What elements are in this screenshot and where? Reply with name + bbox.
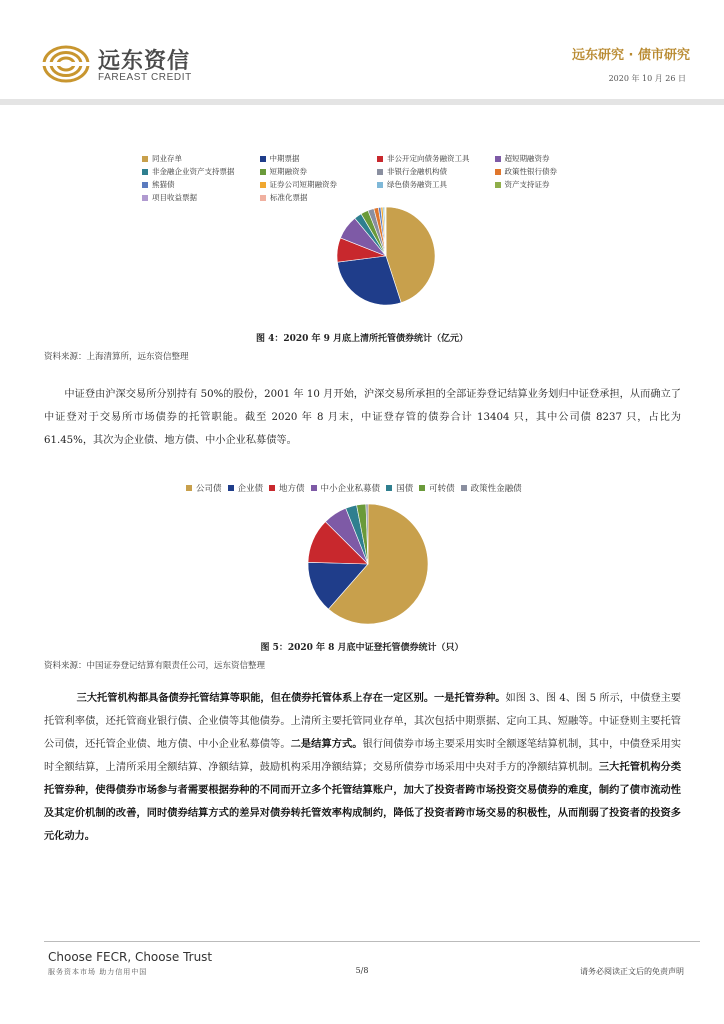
- legend-swatch: [142, 169, 148, 175]
- legend-item: [142, 153, 260, 164]
- legend-item: [495, 166, 613, 177]
- figure5-source: 资料来源：中国证券登记结算有限责任公司，远东资信整理: [44, 661, 266, 671]
- report-section: 远东研究 · 债市研究: [572, 48, 690, 63]
- legend-swatch: [228, 485, 234, 491]
- body-text: 银行间债券市场主要采用实时全额逐笔结算机制，其中，中债登采用实时全额结算，上清所采用全额结算、净额结算，鼓励机构采用净额结算；交易所债券市场采用中央对手方的净额结算机制。: [44, 739, 682, 773]
- legend-label: 公司债: [196, 484, 222, 494]
- legend-label: 非银行金融机构债: [387, 167, 447, 176]
- legend-swatch: [260, 195, 266, 201]
- footer-disclaimer: 请务必阅读正文后的免责声明: [580, 967, 684, 976]
- legend-item: [377, 179, 495, 190]
- legend-item: [269, 482, 305, 494]
- legend-label: 企业债: [237, 484, 264, 494]
- legend-label: 非公开定向债务融资工具: [387, 154, 470, 163]
- legend-swatch: [495, 182, 501, 188]
- body-paragraph-2: [44, 687, 681, 848]
- legend-item: [260, 192, 378, 203]
- legend-label: 标准化票据: [270, 193, 308, 202]
- legend-item: [186, 482, 222, 494]
- legend-swatch: [260, 169, 266, 175]
- legend-label: 中小企业私募债: [320, 484, 381, 494]
- legend-item: [142, 166, 260, 177]
- legend-label: 同业存单: [152, 154, 182, 163]
- body-text: 如图 3、图 4、图 5 所示，中债登主要托管利率债，还托管商业银行债、企业债等其他债券。上清所主要托管同业存单，其次包括中期票据、定向工具、短融等。中证登则主要托管公司债，还托管企业债、地方债、中小企业私募债等。: [44, 693, 681, 750]
- footer-divider: [44, 941, 700, 942]
- figure4-pie-chart: [336, 206, 436, 306]
- legend-swatch: [461, 485, 467, 491]
- legend-label: 项目收益票据: [152, 193, 197, 202]
- report-date: 2020 年 10 月 26 日: [608, 74, 686, 83]
- legend-label: 地方债: [279, 484, 305, 494]
- brand-logo: [42, 44, 90, 84]
- figure4-legend: [142, 152, 612, 204]
- brand-name-en: FAREAST CREDIT: [98, 72, 192, 83]
- legend-item: [377, 153, 495, 164]
- figure5-legend: [186, 482, 528, 494]
- legend-item: [142, 192, 260, 203]
- legend-swatch: [377, 169, 383, 175]
- legend-item: [260, 166, 378, 177]
- legend-item: [142, 179, 260, 190]
- legend-label: 短期融资券: [269, 167, 307, 176]
- legend-swatch: [142, 156, 148, 162]
- legend-label: 非金融企业资产支持票据: [152, 167, 235, 176]
- legend-swatch: [495, 169, 501, 175]
- legend-item: [260, 153, 378, 164]
- figure4-caption: 图 4：2020 年 9 月底上清所托管债券统计（亿元）: [255, 334, 469, 344]
- legend-swatch: [269, 485, 275, 491]
- legend-swatch: [260, 156, 266, 162]
- brand-name-cn: 远东资信: [98, 49, 191, 74]
- legend-item: [419, 482, 455, 494]
- legend-swatch: [495, 156, 501, 162]
- legend-swatch: [186, 485, 192, 491]
- legend-label: 熊猫债: [152, 180, 175, 189]
- legend-item: [461, 482, 522, 494]
- legend-item: [495, 153, 613, 164]
- legend-swatch: [377, 156, 383, 162]
- legend-swatch: [260, 182, 266, 188]
- legend-swatch: [311, 485, 317, 491]
- footer-slogan-cn: 服务资本市场 助力信用中国: [48, 968, 148, 976]
- body-paragraph-1: 中证登由沪深交易所分别持有 50%的股份，2001 年 10 月开始，沪深交易所承担的全部证券登记结算业务划归中证登承担，从而确立了中证登对于交易所市场债券的托管职能。截至 2020 年 8 月末，中证登存管的债券合计 13404 只，其中公司债 8237 只，占比为 61.45%，其次为企业债、地方债、中小企业私募债等。: [44, 389, 681, 446]
- legend-label: 证券公司短期融资券: [269, 180, 337, 189]
- legend-label: 政策性银行债券: [504, 167, 557, 176]
- legend-swatch: [142, 182, 148, 188]
- legend-swatch: [377, 182, 383, 188]
- key-point: 三大托管机构都具备债券托管结算等职能，但在债券托管体系上存在一定区别。一是托管券种。: [76, 692, 506, 704]
- legend-label: 国债: [396, 484, 414, 494]
- legend-label: 绿色债务融资工具: [387, 180, 447, 189]
- figure5-pie-chart: [307, 503, 429, 625]
- legend-item: [495, 179, 613, 190]
- legend-swatch: [386, 485, 392, 491]
- header-divider: [0, 99, 724, 105]
- legend-item: [377, 166, 495, 177]
- legend-label: 中期票据: [269, 154, 300, 163]
- key-point: 三大托管机构分类托管券种，使得债券市场参与者需要根据券种的不同而开立多个托管结算账户，加大了投资者跨市场投资交易债券的难度，制约了债市流动性及其定价机制的改善，同时债券结算方式的差异对债券转托管效率构成制约，降低了投资者跨市场交易的积极性，从而削弱了投资者的投资多元化动力。: [44, 761, 682, 842]
- legend-label: 可转债: [429, 484, 455, 494]
- footer-slogan-en: Choose FECR, Choose Trust: [48, 950, 213, 964]
- key-point: 二是结算方式。: [290, 738, 363, 750]
- legend-swatch: [142, 195, 148, 201]
- legend-label: 资产支持证券: [504, 180, 550, 189]
- legend-swatch: [419, 485, 425, 491]
- legend-item: [260, 179, 378, 190]
- page-number: 5/8: [355, 966, 369, 975]
- legend-item: [228, 482, 264, 494]
- figure5-caption: 图 5：2020 年 8 月底中证登托管债券统计（只）: [260, 643, 464, 653]
- legend-item: [311, 482, 381, 494]
- figure4-source: 资料来源：上海清算所，远东资信整理: [44, 352, 189, 362]
- legend-item: [386, 482, 413, 494]
- legend-label: 超短期融资券: [504, 154, 550, 163]
- brand-logo-mark-icon: [42, 44, 90, 84]
- legend-label: 政策性金融债: [470, 484, 522, 494]
